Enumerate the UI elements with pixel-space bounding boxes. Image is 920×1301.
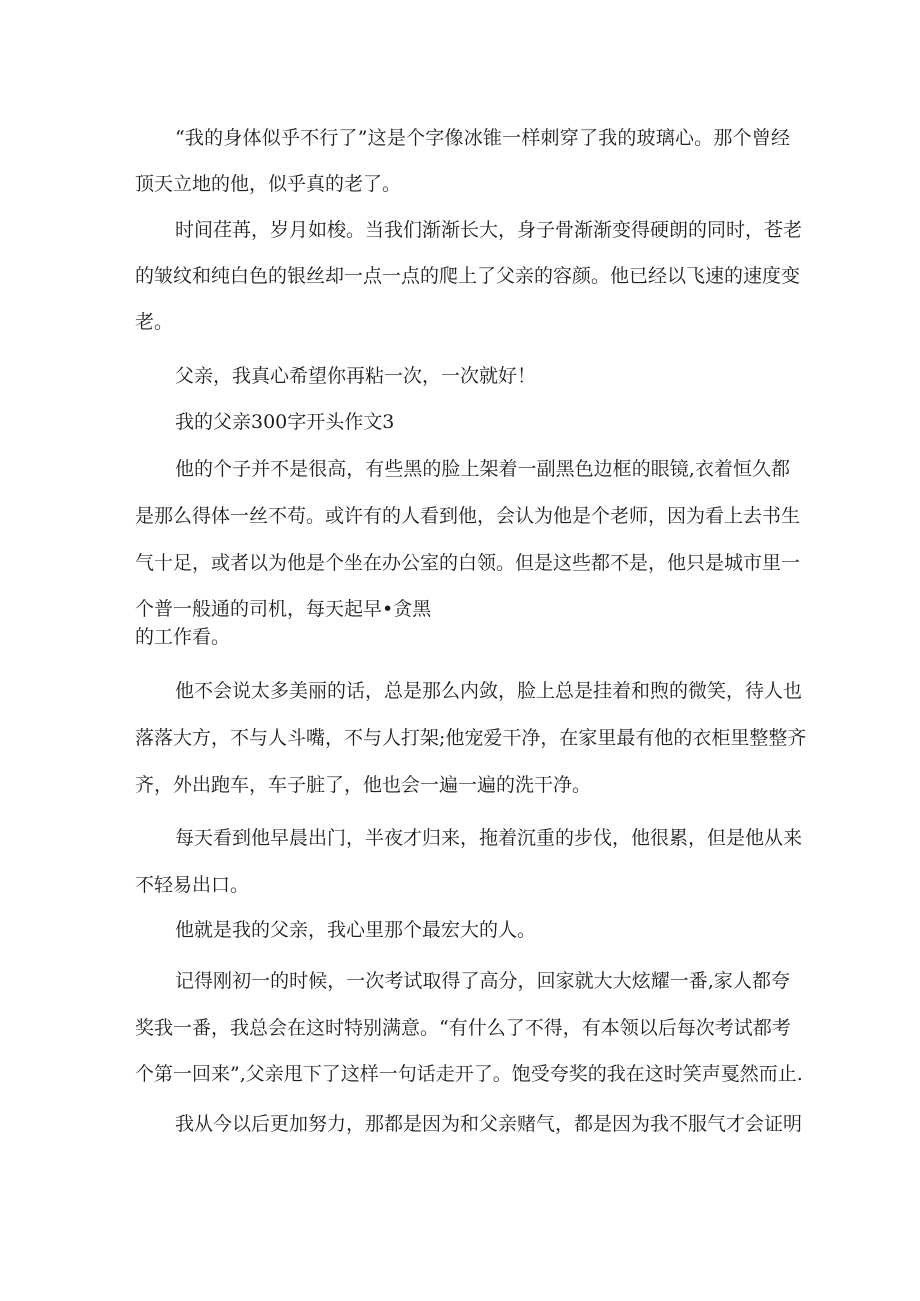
paragraph-1-line-1: “我的身体似乎不行了”这是个字像冰锥一样刺穿了我的玻璃心。那个曾经 — [175, 127, 790, 149]
paragraph-3-line-1: 父亲，我真心希望你再粘一次，一次就好！ — [175, 365, 537, 387]
paragraph-9-line-2: 奖我一番，我总会在这时特别满意。“有什么了不得，有本领以后每次考试都考 — [135, 1017, 791, 1039]
paragraph-5-line-5: 的工作看。 — [135, 626, 231, 648]
paragraph-2-line-3: 老。 — [135, 311, 174, 333]
paragraph-6-line-2: 落落大方，不与人斗嘴，不与人打架;他宠爱干净，在家里最有他的衣柜里整整齐 — [135, 727, 807, 749]
paragraph-9-line-3: 个第一回来”,父亲甩下了这样一句话走开了。饱受夸奖的我在这时笑声戛然而止. — [135, 1063, 803, 1085]
section-title: 我的父亲300字开头作文3 — [175, 411, 395, 433]
paragraph-10-line-1: 我从今以后更加努力，那都是因为和父亲赌气，都是因为我不服气才会证明 — [175, 1113, 803, 1135]
paragraph-5-line-2: 是那么得体一丝不苟。或许有的人看到他，会认为他是个老师，因为看上去书生 — [135, 505, 801, 527]
paragraph-7-line-1: 每天看到他早晨出门，半夜才归来，拖着沉重的步伐，他很累，但是他从来 — [175, 827, 803, 849]
paragraph-6-line-3: 齐，外出跑车，车子脏了，他也会一遍一遍的洗干净。 — [135, 774, 592, 796]
paragraph-2-line-1: 时间荏苒，岁月如梭。当我们渐渐长大，身子骨渐渐变得硬朗的同时，苍老 — [175, 219, 803, 241]
paragraph-2-line-2: 的皱纹和纯白色的银丝却一点一点的爬上了父亲的容颜。他已经以飞速的速度变 — [135, 265, 801, 287]
paragraph-5-line-1: 他的个子并不是很高，有些黑的脸上架着一副黑色边框的眼镜,衣着恒久都 — [175, 458, 790, 480]
paragraph-5-line-3: 气十足，或者以为他是个坐在办公室的白领。但是这些都不是，他只是城市里一 — [135, 552, 801, 574]
paragraph-8-line-1: 他就是我的父亲，我心里那个最宏大的人。 — [175, 919, 537, 941]
paragraph-9-line-1: 记得刚初一的时候，一次考试取得了高分，回家就大大炫耀一番,家人都夸 — [175, 970, 790, 992]
paragraph-5-line-4: 个普一般通的司机，每天起早•贪黑 — [135, 598, 432, 620]
paragraph-1-line-2: 顶天立地的他，似乎真的老了。 — [135, 173, 402, 195]
paragraph-6-line-1: 他不会说太多美丽的话，总是那么内敛，脸上总是挂着和煦的微笑，待人也 — [175, 680, 803, 702]
paragraph-7-line-2: 不轻易出口。 — [135, 874, 250, 896]
